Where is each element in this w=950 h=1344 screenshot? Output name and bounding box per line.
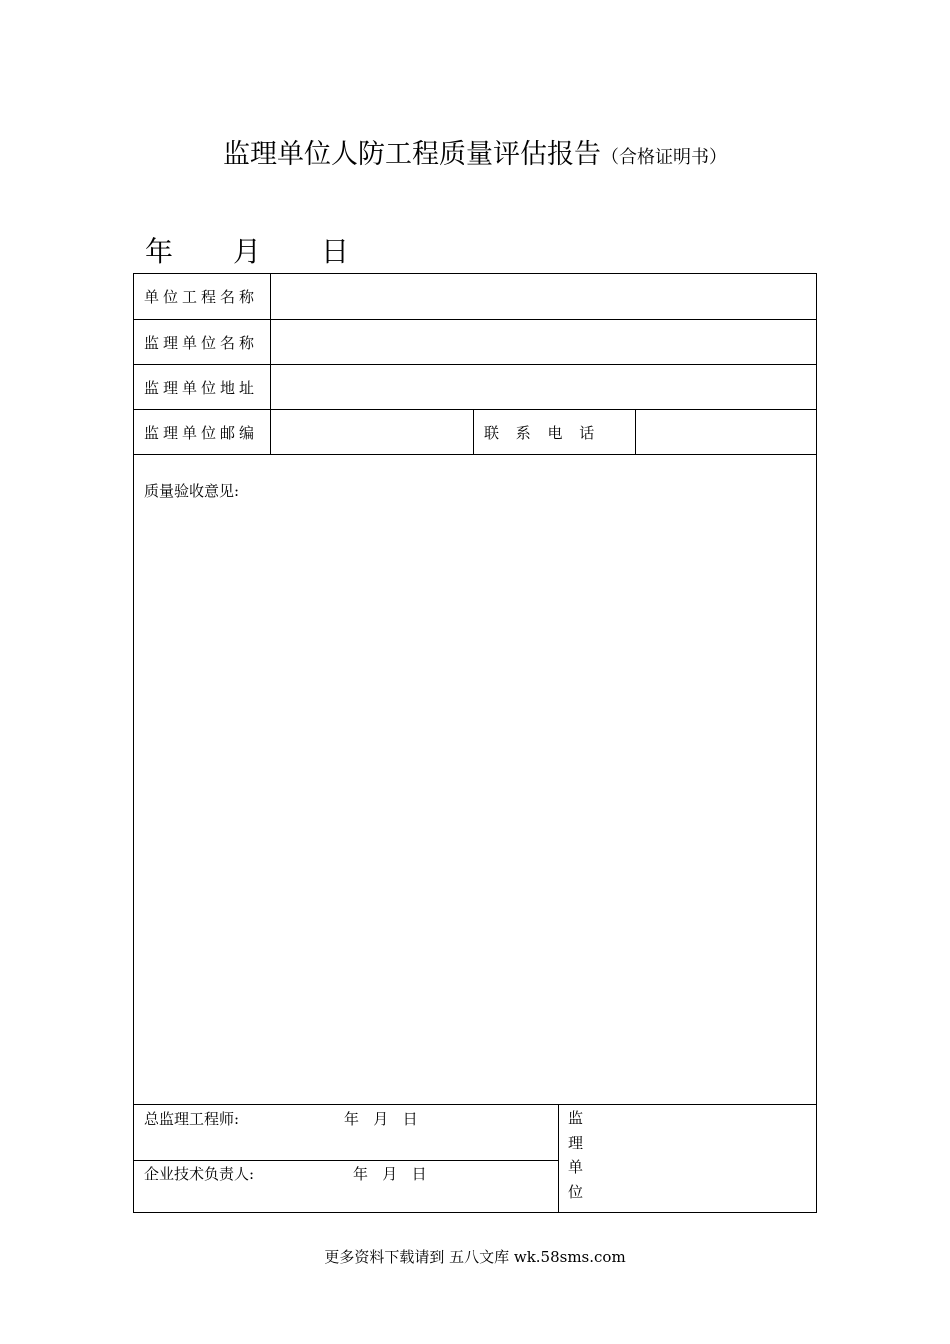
chief-engineer-label: 总监理工程师: — [144, 1110, 240, 1128]
supervisor-name-field[interactable] — [271, 320, 816, 364]
signature-divider-horizontal — [134, 1160, 558, 1161]
row-supervisor-name — [134, 320, 816, 365]
date-year: 年 — [145, 235, 174, 268]
row-supervisor-address — [134, 365, 816, 410]
supervisor-name-label: 监理单位名称 — [134, 320, 271, 364]
title-sub: （合格证明书） — [601, 147, 727, 168]
supervisor-address-label: 监理单位地址 — [134, 365, 271, 409]
supervisor-postcode-field[interactable] — [271, 410, 474, 454]
title-main: 监理单位人防工程质量评估报告 — [223, 139, 601, 170]
signature-divider-vertical — [558, 1105, 559, 1212]
footer-note: 更多资料下载请到 五八文库 wk.58sms.com — [324, 1248, 626, 1266]
page-title — [0, 132, 950, 171]
tech-lead-label: 企业技术负责人: — [144, 1165, 255, 1183]
tech-lead-date: 年 月 日 — [353, 1165, 427, 1183]
stamp-label: 监理单位 — [568, 1109, 584, 1201]
row-project-name — [134, 274, 816, 320]
chief-engineer-date: 年 月 日 — [344, 1110, 418, 1128]
supervisor-postcode-label: 监理单位邮编 — [134, 410, 271, 454]
phone-label: 联 系 电 话 — [474, 410, 636, 454]
phone-field[interactable] — [636, 410, 816, 454]
supervisor-address-field[interactable] — [271, 365, 816, 409]
row-postcode-phone — [134, 410, 816, 455]
opinion-field[interactable] — [134, 506, 816, 1104]
date-header — [145, 230, 349, 270]
date-month: 月 — [233, 235, 262, 268]
project-name-field[interactable] — [271, 274, 816, 319]
project-name-label: 单位工程名称 — [134, 274, 271, 319]
date-day: 日 — [321, 235, 350, 268]
opinion-label: 质量验收意见: — [144, 482, 240, 500]
stamp-area[interactable] — [594, 1105, 816, 1212]
evaluation-form — [133, 273, 817, 1213]
